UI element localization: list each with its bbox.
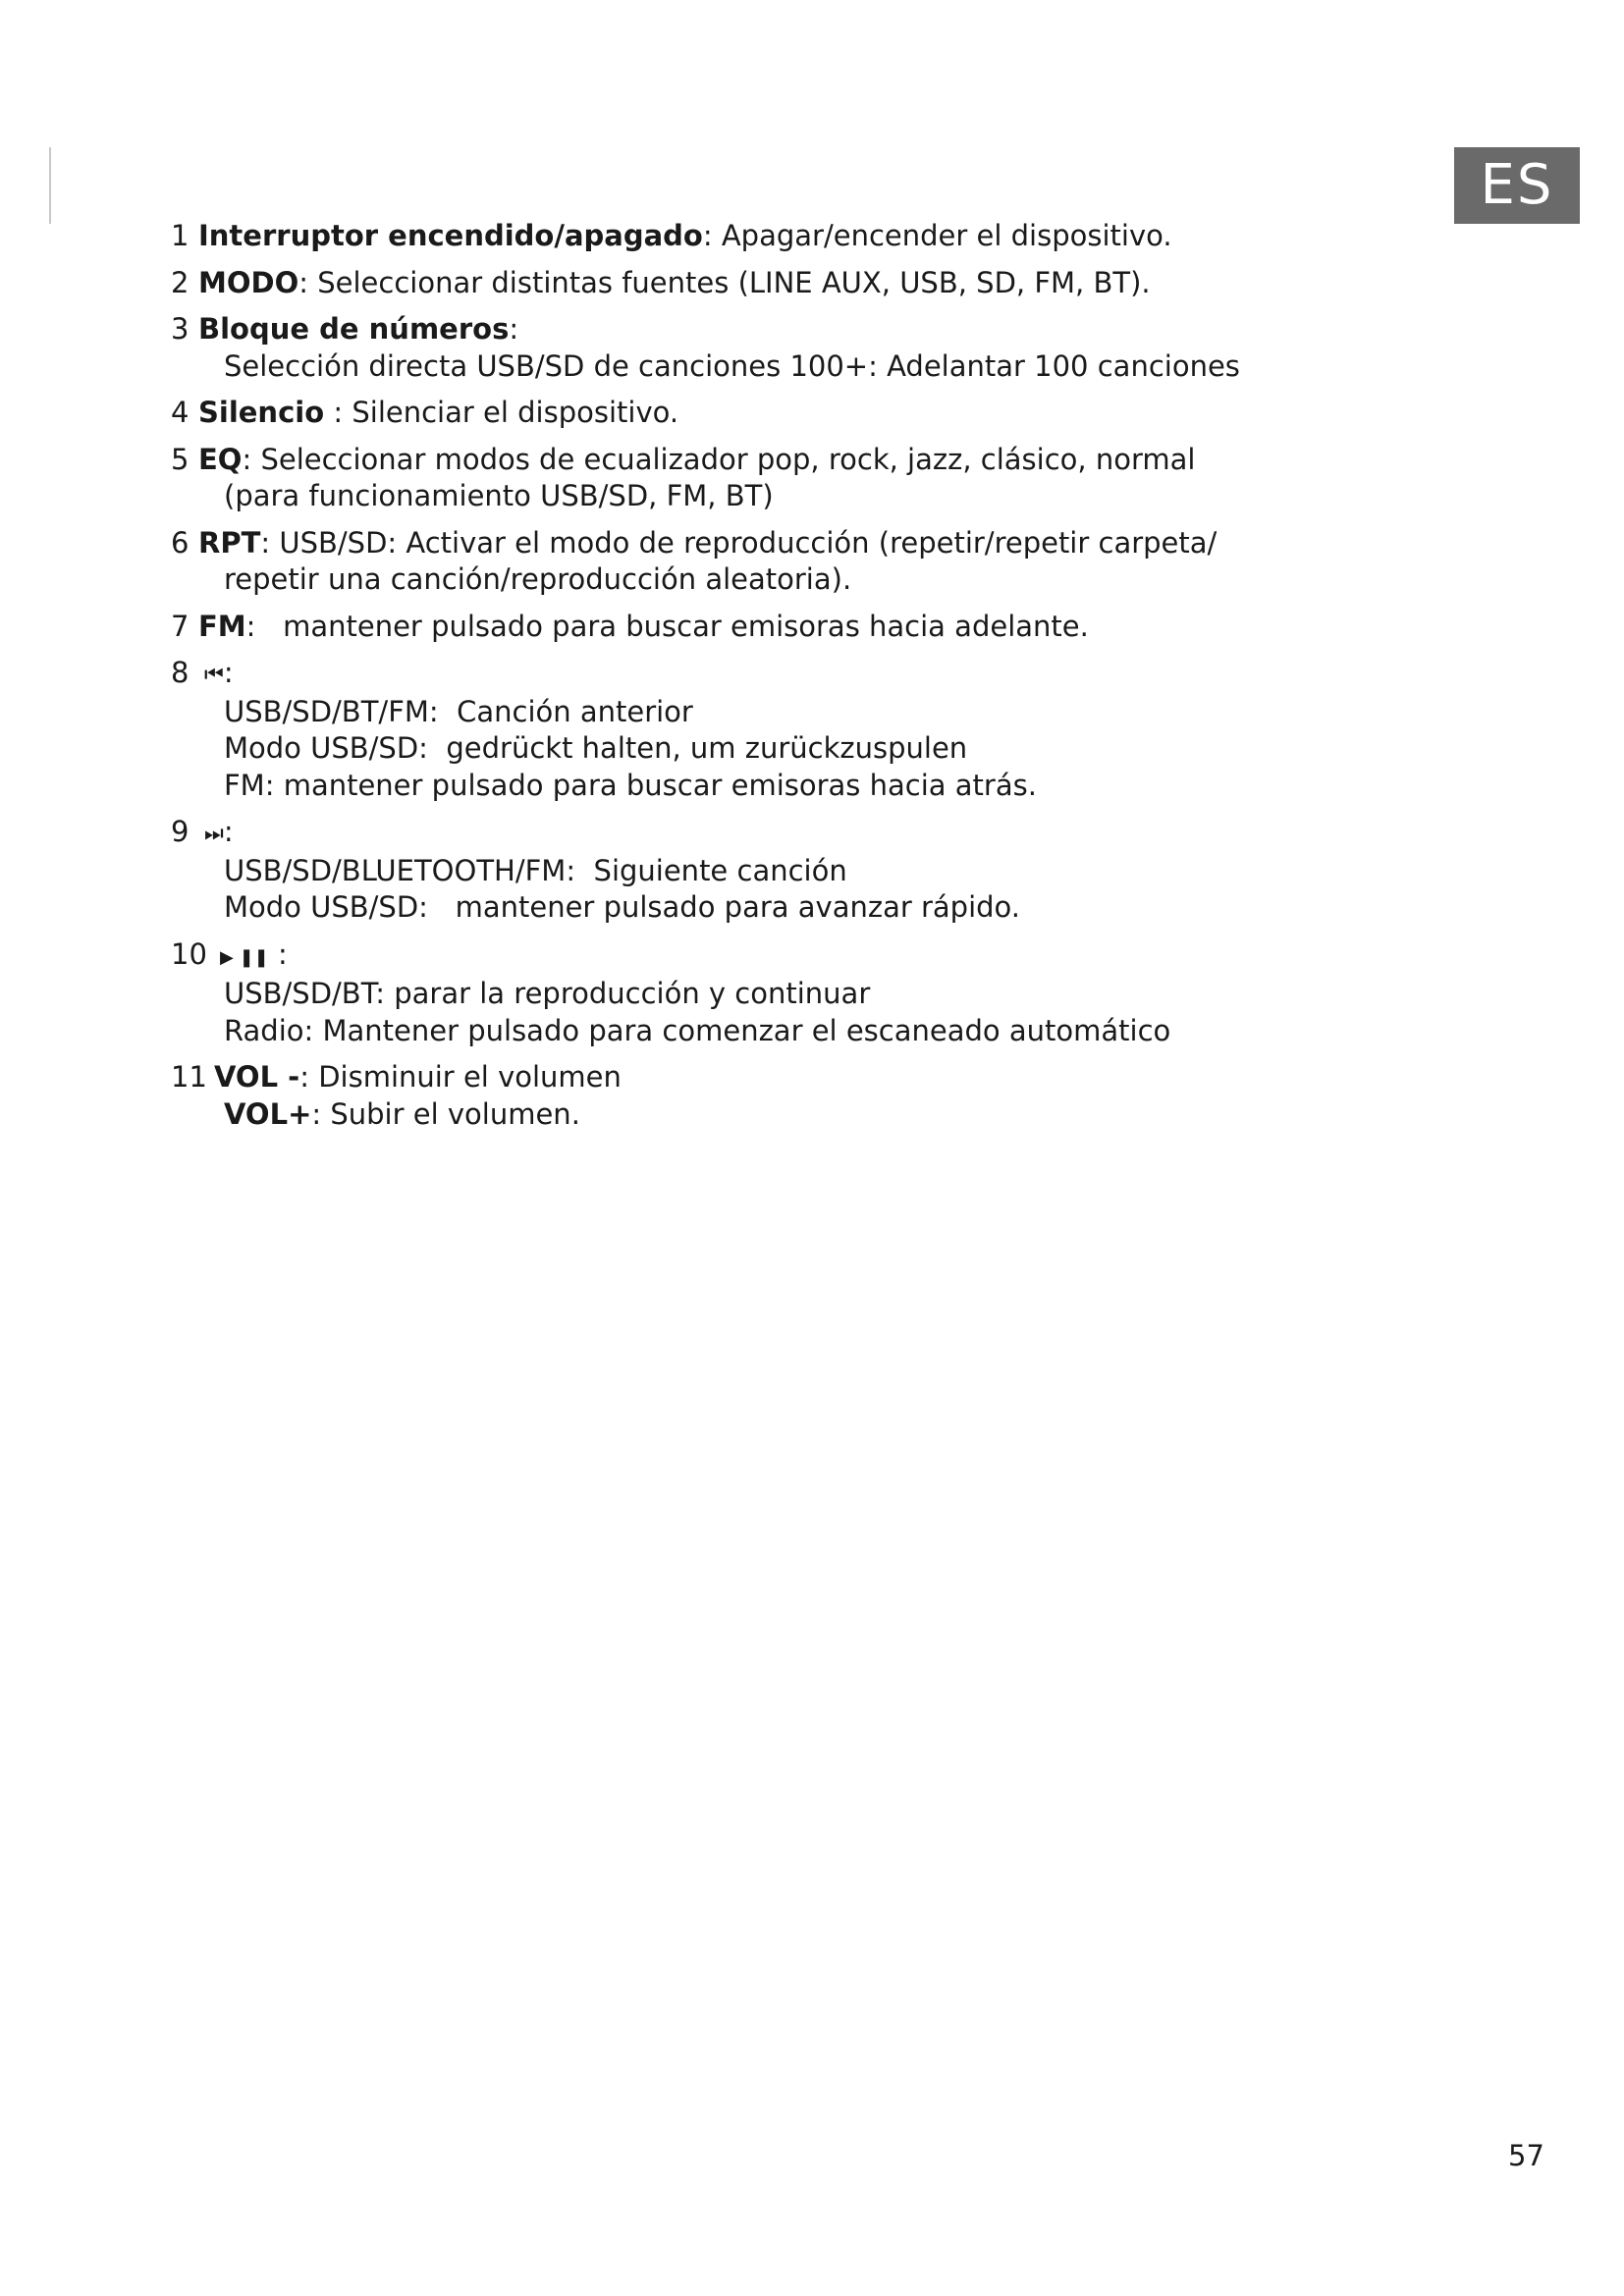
item-subline: FM: mantener pulsado para buscar emisoras hacia atrás.: [224, 768, 1037, 802]
instruction-list: [171, 218, 1240, 1143]
page-number: 57: [1508, 2139, 1544, 2172]
list-item: 4 Silencio : Silenciar el dispositivo.: [171, 396, 679, 429]
item-subline: Modo USB/SD: mantener pulsado para avanzar rápido.: [224, 890, 1020, 924]
list-item: 6 RPT: USB/SD: Activar el modo de reproducción (repetir/repetir carpeta/ repetir una canción/reproducción aleatoria).: [171, 525, 1212, 599]
item-text: : mantener pulsado para buscar emisoras hacia adelante.: [245, 609, 1089, 643]
item-term: Interruptor encendido/apagado: [198, 219, 703, 252]
item-text: : Disminuir el volumen: [299, 1060, 622, 1094]
item-term: VOL -: [214, 1060, 300, 1094]
item-term: FM: [198, 609, 246, 643]
margin-rule: [49, 147, 51, 224]
item-subline: (para funcionamiento USB/SD, FM, BT): [224, 479, 774, 512]
language-tab: ES: [1454, 147, 1580, 224]
list-item: 2 MODO: Seleccionar distintas fuentes (LINE AUX, USB, SD, FM, BT).: [171, 265, 1151, 299]
item-subline: USB/SD/BT: parar la reproducción y continuar: [224, 977, 871, 1010]
list-item: 10 ▶ ❚❚ : USB/SD/BT: parar la reproducción y continuar Radio: Mantener pulsado para comenzar el escaneado automático: [171, 936, 1212, 1050]
list-item: 3 Bloque de números: Selección directa USB/SD de canciones 100+: Adelantar 100 canciones: [171, 311, 1212, 385]
play-pause-icon: ▶ ❚❚: [220, 946, 269, 968]
list-item: 11 VOL -: Disminuir el volumen VOL+: Subir el volumen.: [171, 1060, 622, 1131]
item-text: : Silenciar el dispositivo.: [324, 396, 679, 429]
item-text: :: [268, 936, 288, 971]
item-subline: Modo USB/SD: gedrückt halten, um zurückzuspulen: [224, 731, 968, 765]
item-text: : Subir el volumen.: [311, 1096, 580, 1131]
list-item: 7 FM: mantener pulsado para buscar emisoras hacia adelante.: [171, 609, 1089, 643]
item-text: : Seleccionar distintas fuentes (LINE AUX, USB, SD, FM, BT).: [298, 265, 1151, 299]
item-text: :: [509, 312, 519, 346]
item-term: Silencio: [198, 396, 325, 429]
item-subline: USB/SD/BT/FM: Canción anterior: [224, 694, 693, 728]
list-item: 5 EQ: Seleccionar modos de ecualizador pop, rock, jazz, clásico, normal (para funcionamiento USB/SD, FM, BT): [171, 442, 1212, 515]
item-text: : Apagar/encender el dispositivo.: [702, 219, 1172, 252]
item-text: :: [223, 815, 234, 848]
item-term: MODO: [198, 265, 299, 299]
next-track-icon: ⏭: [204, 822, 224, 846]
previous-track-icon: ⏮: [204, 663, 224, 687]
item-term: EQ: [198, 442, 243, 476]
item-text: : USB/SD: Activar el modo de reproducción (repetir/repetir carpeta/: [260, 525, 1218, 560]
item-subline: Radio: Mantener pulsado para comenzar el escaneado automático: [224, 1013, 1171, 1047]
item-text: :: [223, 656, 234, 689]
list-item: 1 Interruptor encendido/apagado: Apagar/encender el dispositivo.: [171, 219, 1172, 252]
item-subline: USB/SD/BLUETOOTH/FM: Siguiente canción: [224, 853, 847, 887]
item-term: VOL+: [224, 1096, 312, 1131]
item-term: RPT: [198, 525, 261, 560]
item-subline: repetir una canción/reproducción aleatoria).: [224, 562, 852, 596]
item-term: Bloque de números: [198, 312, 510, 346]
item-text: : Seleccionar modos de ecualizador pop, rock, jazz, clásico, normal: [242, 442, 1196, 476]
list-item: 8 ⏮: USB/SD/BT/FM: Canción anterior Modo USB/SD: gedrückt halten, um zurückzuspulen FM: mantener pulsado para buscar emisoras hacia atrás.: [171, 655, 1212, 804]
item-subline: Selección directa USB/SD de canciones 100+: Adelantar 100 canciones: [224, 348, 1240, 383]
list-item: 9 ⏭: USB/SD/BLUETOOTH/FM: Siguiente canción Modo USB/SD: mantener pulsado para avanzar rápido.: [171, 814, 1212, 927]
